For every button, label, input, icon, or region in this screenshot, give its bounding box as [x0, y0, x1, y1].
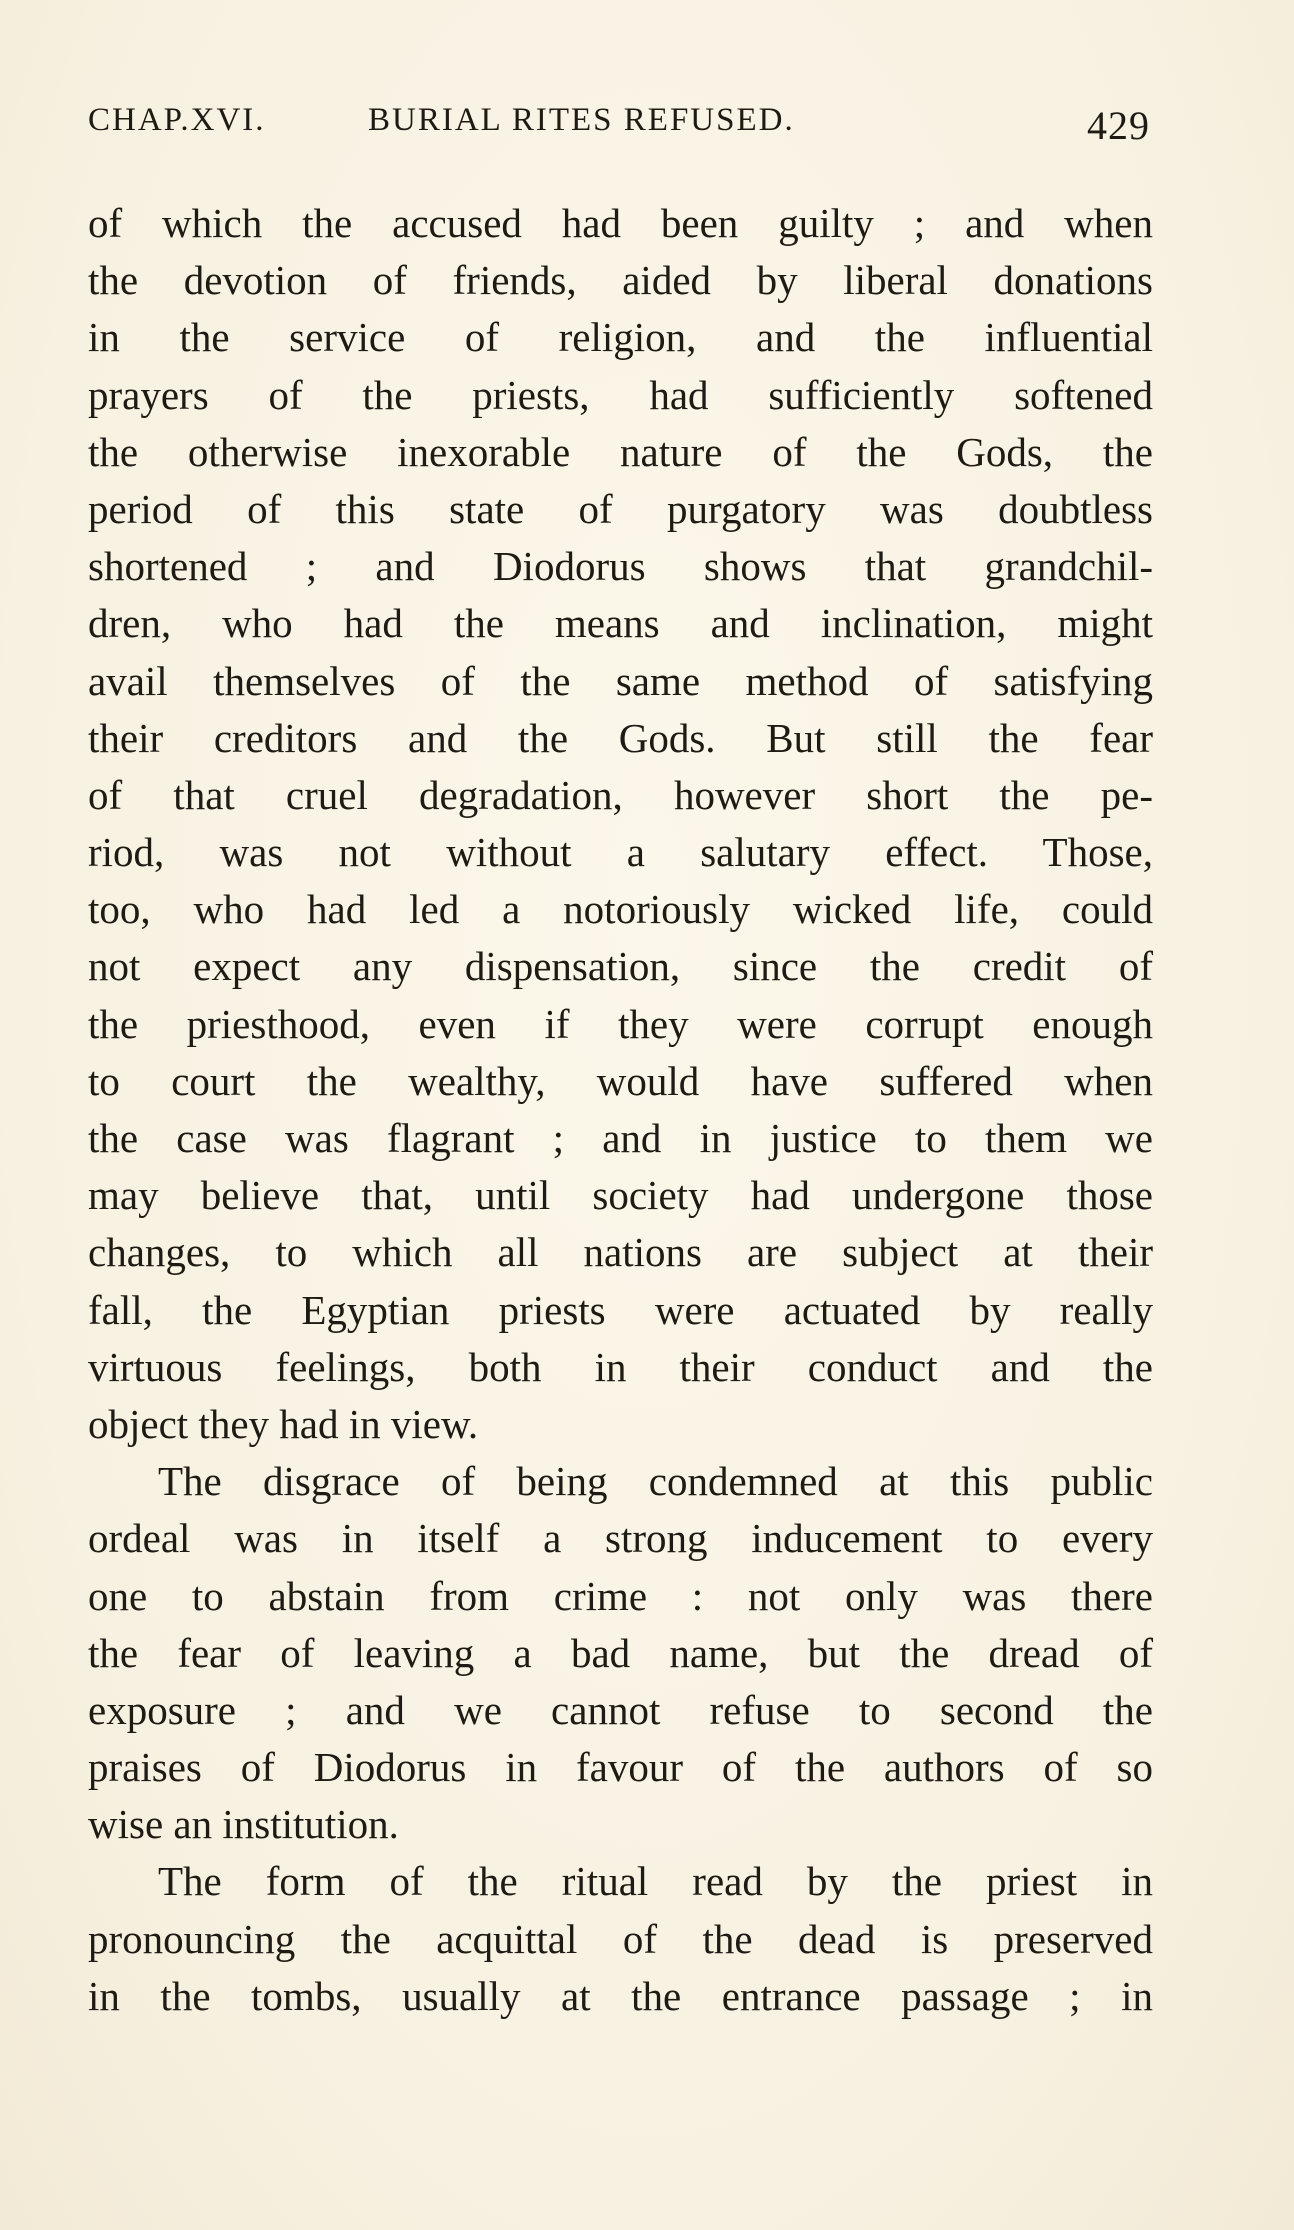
- running-head: [88, 102, 1148, 152]
- text-line: their creditors and the Gods. But still the fear: [88, 714, 1153, 761]
- paragraph-end-line: object they had in view.: [88, 1400, 479, 1447]
- text-line: not expect any dispensation, since the credit of: [88, 943, 1153, 990]
- text-line: the devotion of friends, aided by liberal donations: [88, 257, 1153, 304]
- text-line: the otherwise inexorable nature of the Gods, the: [88, 428, 1153, 475]
- text-line: avail themselves of the same method of satisfying: [88, 657, 1153, 704]
- text-line: the priesthood, even if they were corrupt enough: [88, 1000, 1153, 1047]
- text-line: the fear of leaving a bad name, but the dread of: [88, 1629, 1153, 1676]
- text-line: shortened ; and Diodorus shows that grandchil-: [88, 543, 1153, 590]
- text-line: ordeal was in itself a strong inducement to every: [88, 1515, 1153, 1562]
- text-line: one to abstain from crime : not only was there: [88, 1572, 1153, 1619]
- text-line: virtuous feelings, both in their conduct and the: [88, 1343, 1153, 1390]
- text-line: pronouncing the acquittal of the dead is preserved: [88, 1915, 1153, 1962]
- text-line: the case was flagrant ; and in justice to them we: [88, 1115, 1153, 1161]
- text-line: too, who had led a notoriously wicked life, could: [88, 886, 1153, 933]
- text-line: dren, who had the means and inclination, might: [88, 600, 1153, 647]
- body-text: [88, 195, 1153, 2025]
- text-line: praises of Diodorus in favour of the authors of so: [88, 1744, 1153, 1791]
- text-line: changes, to which all nations are subject at their: [88, 1229, 1153, 1276]
- page-number: 429: [1087, 103, 1150, 148]
- chapter-label: CHAP.XVI.: [88, 102, 266, 138]
- text-line: of which the accused had been guilty ; and when: [88, 200, 1153, 246]
- text-line: riod, was not without a salutary effect. Those,: [88, 829, 1153, 876]
- page-title: BURIAL RITES REFUSED.: [368, 102, 795, 138]
- text-line: may believe that, until society had undergone those: [88, 1172, 1153, 1219]
- paragraph-start-line: The disgrace of being condemned at this public: [158, 1458, 1153, 1505]
- text-line: prayers of the priests, had sufficiently softened: [88, 371, 1153, 418]
- text-line: fall, the Egyptian priests were actuated by really: [88, 1286, 1153, 1333]
- text-line: in the tombs, usually at the entrance passage ; in: [88, 1972, 1153, 2019]
- paragraph-start-line: The form of the ritual read by the priest in: [158, 1858, 1153, 1905]
- text-line: in the service of religion, and the influential: [88, 314, 1153, 361]
- text-line: of that cruel degradation, however short the pe-: [88, 771, 1153, 818]
- text-line: to court the wealthy, would have suffered when: [88, 1057, 1153, 1104]
- text-line: exposure ; and we cannot refuse to second the: [88, 1686, 1153, 1733]
- paragraph-end-line: wise an institution.: [88, 1801, 399, 1848]
- text-line: period of this state of purgatory was doubtless: [88, 485, 1153, 532]
